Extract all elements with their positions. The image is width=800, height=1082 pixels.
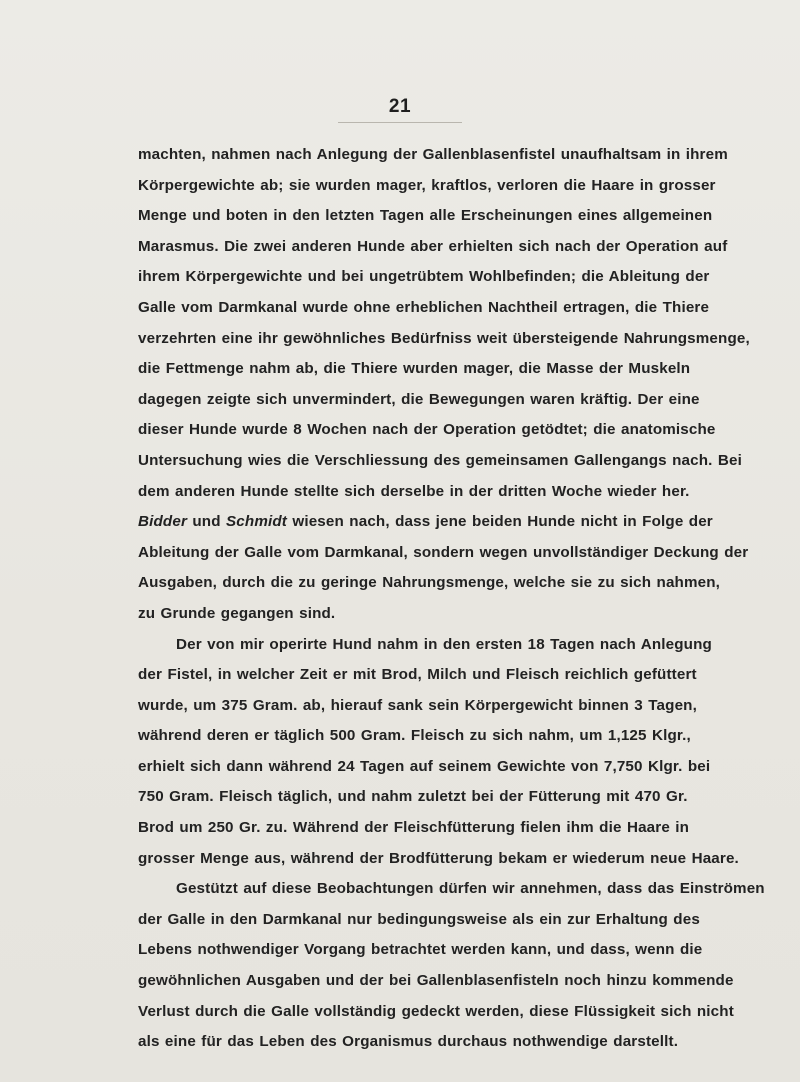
text-line: grosser Menge aus, während der Brodfütterung bekam er wiederum neue Haare. [138, 849, 739, 867]
text-line: Ausgaben, durch die zu geringe Nahrungsmenge, welche sie zu sich nahmen, [138, 574, 721, 592]
text-line: 750 Gram. Fleisch täglich, und nahm zuletzt bei der Fütterung mit 470 Gr. [138, 788, 688, 806]
text-line: machten, nahmen nach Anlegung der Gallenblasenfistel unaufhaltsam in ihrem [138, 146, 728, 163]
text-line: Verlust durch die Galle vollständig gedeckt werden, diese Flüssigkeit sich nicht [138, 1002, 734, 1020]
text-line: dagegen zeigte sich unvermindert, die Bewegungen waren kräftig. Der eine [138, 390, 700, 408]
text-line: Menge und boten in den letzten Tagen alle Erscheinungen eines allgemeinen [138, 207, 713, 225]
text-line: während deren er täglich 500 Gram. Fleisch zu sich nahm, um 1,125 Klgr., [138, 727, 691, 745]
text-line: ihrem Körpergewichte und bei ungetrübtem Wohlbefinden; die Ableitung der [138, 268, 710, 286]
text-line: Ableitung der Galle vom Darmkanal, sondern wegen unvollständiger Deckung der [138, 543, 749, 561]
line-rest: wiesen nach, dass jene beiden Hunde nicht in Folge der [287, 513, 713, 531]
author-name-bidder: Bidder [138, 513, 187, 531]
page-number: 21 [388, 96, 412, 117]
text-line: zu Grunde gegangen sind. [138, 604, 336, 622]
text-line: verzehrten eine ihr gewöhnliches Bedürfniss weit übersteigende Nahrungsmenge, [138, 329, 750, 347]
text-line: der Fistel, in welcher Zeit er mit Brod, Milch und Fleisch reichlich gefüttert [138, 666, 697, 684]
header-rule [338, 122, 462, 123]
text-line: die Fettmenge nahm ab, die Thiere wurden mager, die Masse der Muskeln [138, 360, 691, 378]
text-line: Untersuchung wies die Verschliessung des gemeinsamen Gallengangs nach. Bei [138, 451, 743, 469]
text-line: Marasmus. Die zwei anderen Hunde aber erhielten sich nach der Operation auf [138, 237, 728, 255]
text-line: Galle vom Darmkanal wurde ohne erheblichen Nachtheil ertragen, die Thiere [138, 298, 710, 316]
text-line: Der von mir operirte Hund nahm in den ersten 18 Tagen nach Anlegung [176, 635, 712, 653]
text-line: erhielt sich dann während 24 Tagen auf seinem Gewichte von 7,750 Klgr. bei [138, 757, 711, 775]
conjunction: und [187, 513, 227, 531]
text-line-with-names [138, 507, 713, 538]
text-line: der Galle in den Darmkanal nur bedingungsweise als ein zur Erhaltung des [138, 910, 700, 928]
author-name-schmidt: Schmidt [226, 513, 287, 531]
text-line: als eine für das Leben des Organismus durchaus nothwendige darstellt. [138, 1033, 679, 1051]
body-text [138, 140, 765, 1058]
text-line: dieser Hunde wurde 8 Wochen nach der Operation getödtet; die anatomische [138, 421, 716, 439]
text-line: Brod um 250 Gr. zu. Während der Fleischfütterung fielen ihm die Haare in [138, 819, 690, 837]
text-line: wurde, um 375 Gram. ab, hierauf sank sein Körpergewicht binnen 3 Tagen, [138, 696, 697, 714]
text-line: dem anderen Hunde stellte sich derselbe in der dritten Woche wieder her. [138, 482, 690, 500]
text-line: gewöhnlichen Ausgaben und der bei Gallenblasenfisteln noch hinzu kommende [138, 972, 734, 990]
text-line: Gestützt auf diese Beobachtungen dürfen wir annehmen, dass das Einströmen [176, 880, 765, 898]
text-line: Lebens nothwendiger Vorgang betrachtet werden kann, und dass, wenn die [138, 941, 703, 959]
text-line: Körpergewichte ab; sie wurden mager, kraftlos, verloren die Haare in grosser [138, 176, 716, 194]
